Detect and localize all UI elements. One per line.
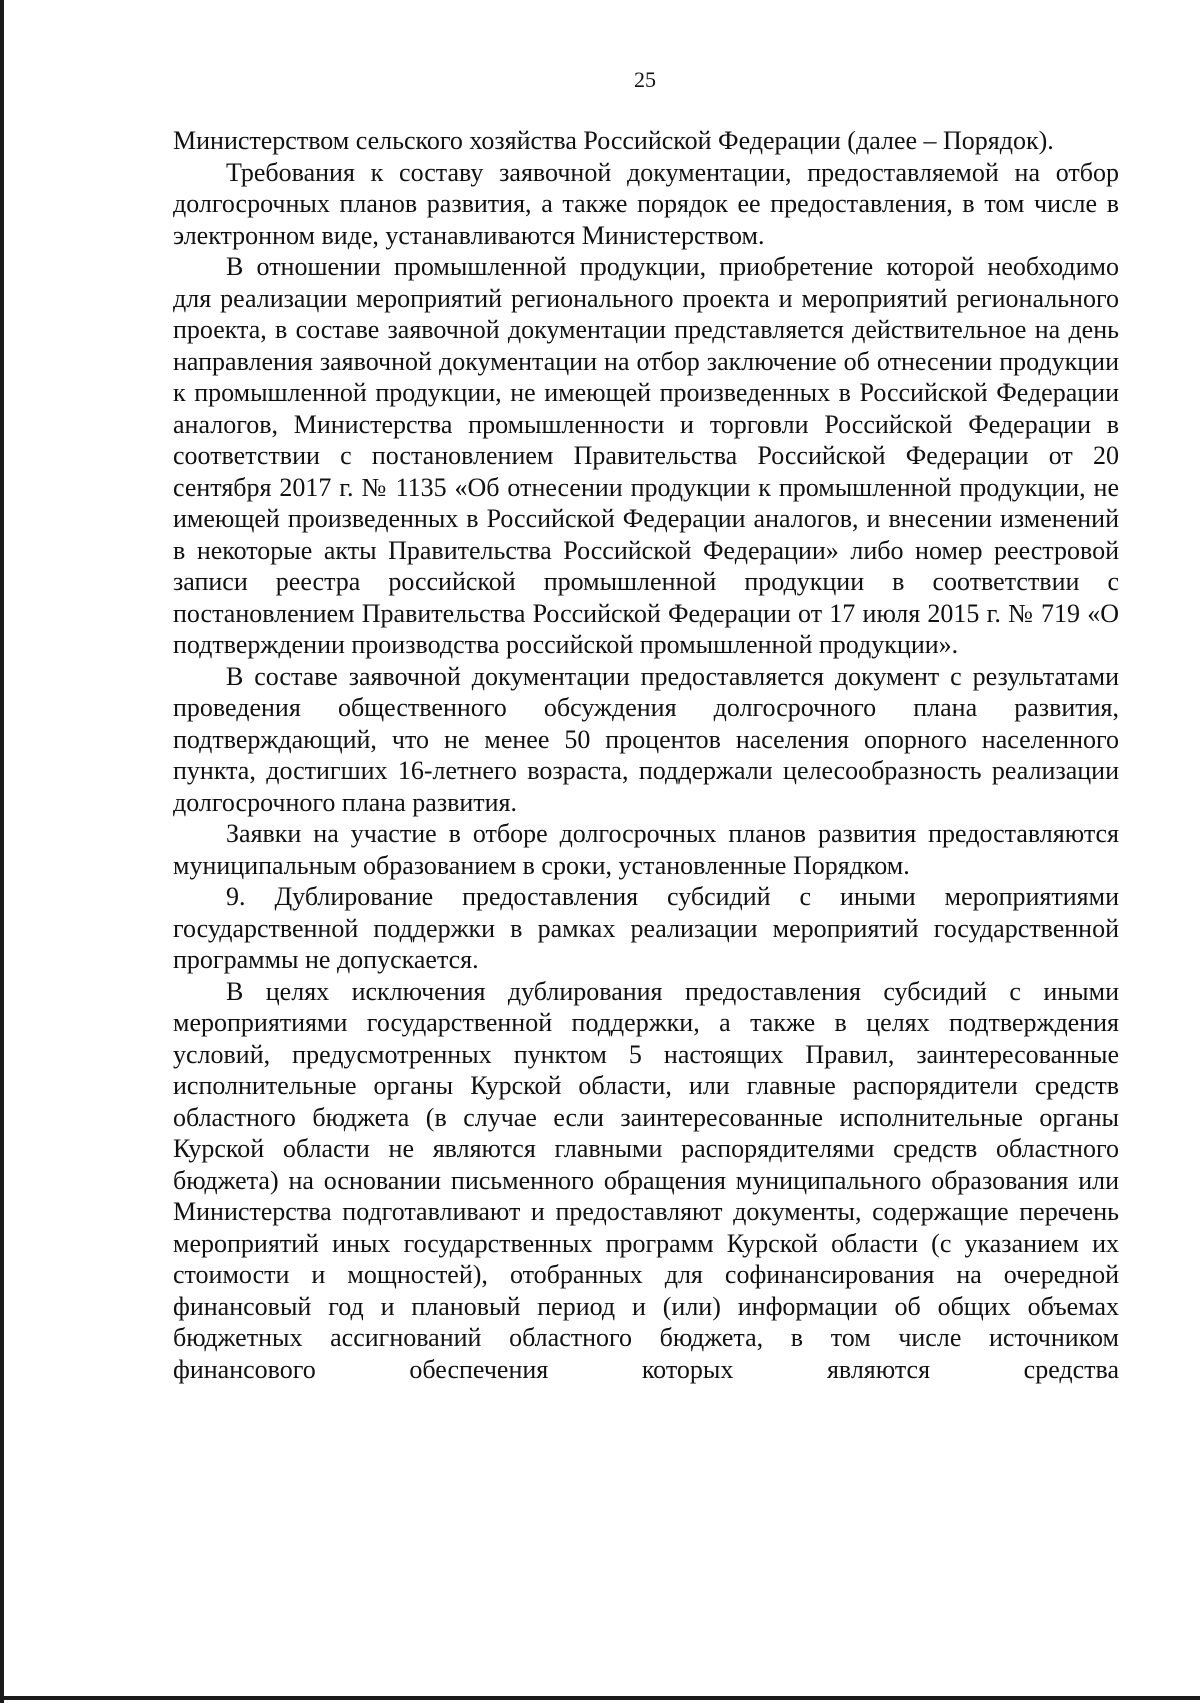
- paragraph-application-requirements: Требования к составу заявочной документации, предоставляемой на отбор долгосрочных планов развития, а также порядок ее предоставления, в том числе в электронном виде, устанавливаются Министерством.: [173, 157, 1119, 250]
- paragraph-applications-submission: Заявки на участие в отборе долгосрочных планов развития предоставляются муниципальным образованием в сроки, установленные Порядком.: [173, 819, 1119, 880]
- scan-edge-bottom: [0, 1696, 1200, 1700]
- scan-edge-left: [0, 0, 4, 1703]
- paragraph-item-9: 9. Дублирование предоставления субсидий с иными мероприятиями государственной поддержки в рамках реализации мероприятий государственной программы не допускается.: [173, 882, 1119, 974]
- paragraph-duplication-prevention: В целях исключения дублирования предоставления субсидий с иными мероприятиями государственной поддержки, а также в целях подтверждения условий, предусмотренных пунктом 5 настоящих Правил, заинтересованные исполнительные органы Курской области, или главные распорядители средств областного бюджета (в случае если заинтересованные исполнительные органы Курской области не являются главными распорядителями средств областного бюджета) на основании письменного обращения муниципального образования или Министерства подготавливают и предоставляют документы, содержащие перечень мероприятий иных государственных программ Курской области (с указанием их стоимости и мощностей), отобранных для софинансирования на очередной финансовый год и плановый период и (или) информации об общих объемах бюджетных ассигнований областного бюджета, в том числе источником финансового обеспечения которых являются средства: [173, 976, 1119, 1384]
- paragraph-continuation: Министерством сельского хозяйства Российской Федерации (далее – Порядок).: [173, 126, 1054, 155]
- page-body: [173, 125, 1119, 1385]
- paragraph-public-discussion: В составе заявочной документации предоставляется документ с результатами проведения общественного обсуждения долгосрочного плана развития, подтверждающий, что не менее 50 процентов населения опорного населенного пункта, достигших 16-летнего возраста, поддержали целесообразность реализации долгосрочного плана развития.: [173, 661, 1119, 817]
- paragraph-industrial-products: В отношении промышленной продукции, приобретение которой необходимо для реализации мероприятий регионального проекта и мероприятий регионального проекта, в составе заявочной документации представляется действительное на день направления заявочной документации на отбор заключение об отнесении продукции к промышленной продукции, не имеющей произведенных в Российской Федерации аналогов, Министерства промышленности и торговли Российской Федерации в соответствии с постановлением Правительства Российской Федерации от 20 сентября 2017 г. № 1135 «Об отнесении продукции к промышленной продукции, не имеющей произведенных в Российской Федерации аналогов, и внесении изменений в некоторые акты Правительства Российской Федерации» либо номер реестровой записи реестра российской промышленной продукции в соответствии с постановлением Правительства Российской Федерации от 17 июля 2015 г. № 719 «О подтверждении производства российской промышленной продукции».: [173, 252, 1119, 659]
- page-number: 25: [634, 67, 656, 92]
